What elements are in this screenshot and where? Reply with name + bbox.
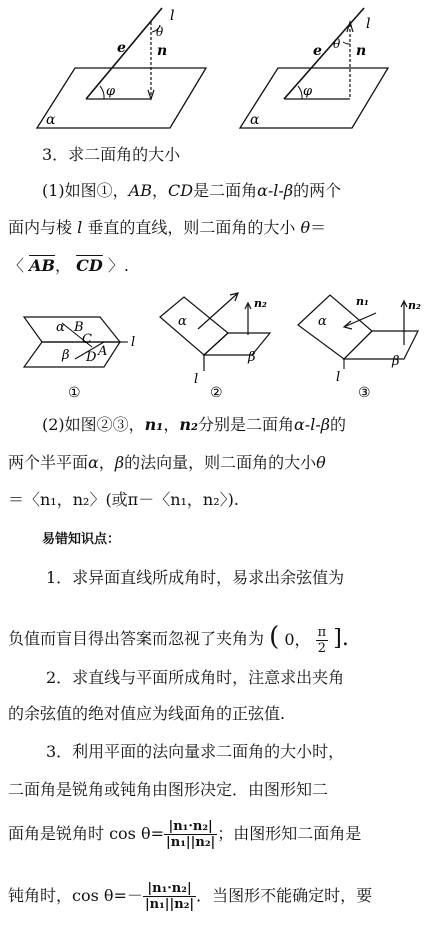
f1-beta: β bbox=[62, 348, 70, 363]
m1-zero: 0， bbox=[284, 630, 311, 649]
p1-line1 bbox=[42, 181, 341, 201]
m2-line1: 2．求直线与平面所成角时，注意求出夹角 bbox=[46, 668, 345, 687]
m1-interval bbox=[269, 623, 349, 656]
p1-open: 〈 bbox=[8, 256, 25, 275]
m1-pi: π bbox=[317, 625, 327, 640]
label-theta: θ bbox=[333, 37, 341, 51]
p1-comma: ， bbox=[151, 181, 168, 200]
m3-frac-obtuse bbox=[143, 881, 196, 912]
p2-line2b: 的法向量，则二面角的大小 bbox=[124, 453, 317, 472]
p1-line3 bbox=[8, 256, 129, 276]
f1-l: l bbox=[131, 335, 136, 350]
p1-close: 〉. bbox=[107, 256, 129, 275]
p1-AB: AB bbox=[128, 181, 152, 200]
label-theta: θ bbox=[156, 25, 164, 39]
f3-alpha: α bbox=[318, 314, 327, 329]
p2-line2: 两个半平面α，β的法向量，则二面角的大小θ bbox=[8, 453, 326, 472]
p2-alpha: α bbox=[88, 453, 99, 472]
m3-frac-den-2: |n₁||n₂| bbox=[144, 897, 195, 912]
p2-line1 bbox=[42, 415, 346, 435]
f2-caption: ② bbox=[210, 385, 223, 401]
f3-beta: β bbox=[392, 354, 400, 369]
f1-D: D bbox=[86, 350, 97, 365]
label-e: e bbox=[117, 40, 126, 56]
m3-line2: 二面角是锐角或钝角由图形决定．由图形知二 bbox=[8, 780, 329, 799]
f1-C: C bbox=[82, 332, 92, 347]
p1-vec-comma: ， bbox=[55, 256, 72, 275]
p1-eq: ＝ bbox=[310, 218, 327, 237]
label-l: l bbox=[170, 8, 175, 24]
p1-theta: θ bbox=[300, 218, 311, 237]
f1-alpha: α bbox=[56, 320, 65, 335]
mid-figures bbox=[0, 285, 424, 405]
m3-line3b: ；由图形知二面角是 bbox=[217, 824, 362, 843]
m1-open: ( bbox=[269, 622, 280, 652]
figure-left-line-plane bbox=[37, 8, 206, 128]
label-n: n bbox=[356, 43, 367, 59]
p2-n2: n₂ bbox=[179, 415, 198, 434]
m2-line2: 的余弦值的绝对值应为线面角的正弦值. bbox=[8, 704, 286, 723]
p2-line2-text: 两个半平面 bbox=[8, 453, 89, 472]
m3-line1: 3．利用平面的法向量求二面角的大小时， bbox=[46, 742, 345, 761]
p2-theta: θ bbox=[316, 453, 326, 472]
label-n: n bbox=[157, 43, 168, 59]
p1-vec-AB: $\overline{AB}$ bbox=[29, 256, 56, 275]
m3-line3a: 面角是锐角时 cos θ= bbox=[8, 824, 165, 843]
p1-text-a: (1)如图①， bbox=[42, 181, 129, 200]
f3-n1: n₁ bbox=[356, 295, 369, 308]
p2-sep: ， bbox=[163, 415, 180, 434]
m1-line2-text: 负值而盲目得出答案而忽视了夹角为 bbox=[8, 629, 265, 648]
p2-n1: n₁ bbox=[144, 415, 164, 434]
label-phi: φ bbox=[303, 84, 313, 99]
f2-alpha: α bbox=[178, 314, 187, 329]
m3-line3 bbox=[8, 816, 361, 852]
m3-frac-den: |n₁||n₂| bbox=[166, 835, 216, 850]
f2-l: l bbox=[194, 372, 199, 387]
label-l: l bbox=[366, 16, 371, 32]
m3-line4 bbox=[8, 878, 372, 914]
top-figures bbox=[0, 0, 424, 135]
label-alpha: α bbox=[250, 112, 260, 128]
label-phi: φ bbox=[106, 84, 116, 99]
m3-frac-num-2: |n₁·n₂| bbox=[143, 881, 196, 897]
m1-pi-over-2 bbox=[316, 625, 329, 656]
p1-text-c: 的两个 bbox=[293, 181, 342, 200]
p1-CD: CD bbox=[168, 181, 194, 200]
section-title: 3．求二面角的大小 bbox=[42, 145, 181, 164]
p1-vec-CD: $\overline{CD}$ bbox=[76, 256, 103, 275]
f2-beta: β bbox=[248, 350, 256, 365]
p1-line2-text: 面内与棱 bbox=[8, 218, 73, 237]
m3-line4b: ．当图形不能确定时，要 bbox=[196, 886, 373, 905]
m1-close: ]. bbox=[333, 626, 349, 651]
m3-line4a: 钝角时，cos θ=－ bbox=[8, 886, 143, 905]
figure-3-dihedral bbox=[298, 295, 421, 401]
p1-line2 bbox=[8, 218, 326, 238]
mistakes-title: 易错知识点： bbox=[42, 532, 121, 547]
figure-right-line-plane bbox=[240, 8, 388, 128]
p2-expr: α-l-β bbox=[293, 415, 330, 434]
label-e: e bbox=[313, 43, 322, 59]
f1-B: B bbox=[74, 320, 84, 335]
m1-line1: 1．求异面直线所成角时，易求出余弦值为 bbox=[46, 568, 345, 587]
p1-l: l bbox=[77, 218, 83, 237]
figure-2-dihedral bbox=[160, 293, 270, 401]
label-alpha: α bbox=[46, 112, 56, 128]
f3-caption: ③ bbox=[358, 385, 371, 401]
f3-n2: n₂ bbox=[408, 299, 421, 312]
p2-line3: ＝〈n₁，n₂〉(或π－〈n₁，n₂〉). bbox=[8, 490, 239, 509]
f1-caption: ① bbox=[68, 385, 81, 401]
p1-expr: α-l-β bbox=[257, 181, 294, 200]
f3-l: l bbox=[336, 370, 341, 385]
p1-line2-b: 垂直的直线，则二面角的大小 bbox=[87, 218, 296, 237]
figure-1-dihedral bbox=[24, 317, 135, 401]
p2-c: 的 bbox=[329, 415, 346, 434]
m3-frac-num: |n₁·n₂| bbox=[164, 819, 217, 835]
p2-b: 分别是二面角 bbox=[197, 415, 294, 434]
f2-n2: n₂ bbox=[254, 297, 267, 310]
p2-beta: β bbox=[114, 453, 125, 472]
m1-line2 bbox=[8, 622, 349, 656]
p2-a: (2)如图②③， bbox=[42, 415, 145, 434]
m3-frac-acute bbox=[164, 819, 217, 850]
p1-text-b: 是二面角 bbox=[193, 181, 258, 200]
f1-A: A bbox=[98, 344, 108, 359]
m1-two: 2 bbox=[317, 641, 327, 656]
